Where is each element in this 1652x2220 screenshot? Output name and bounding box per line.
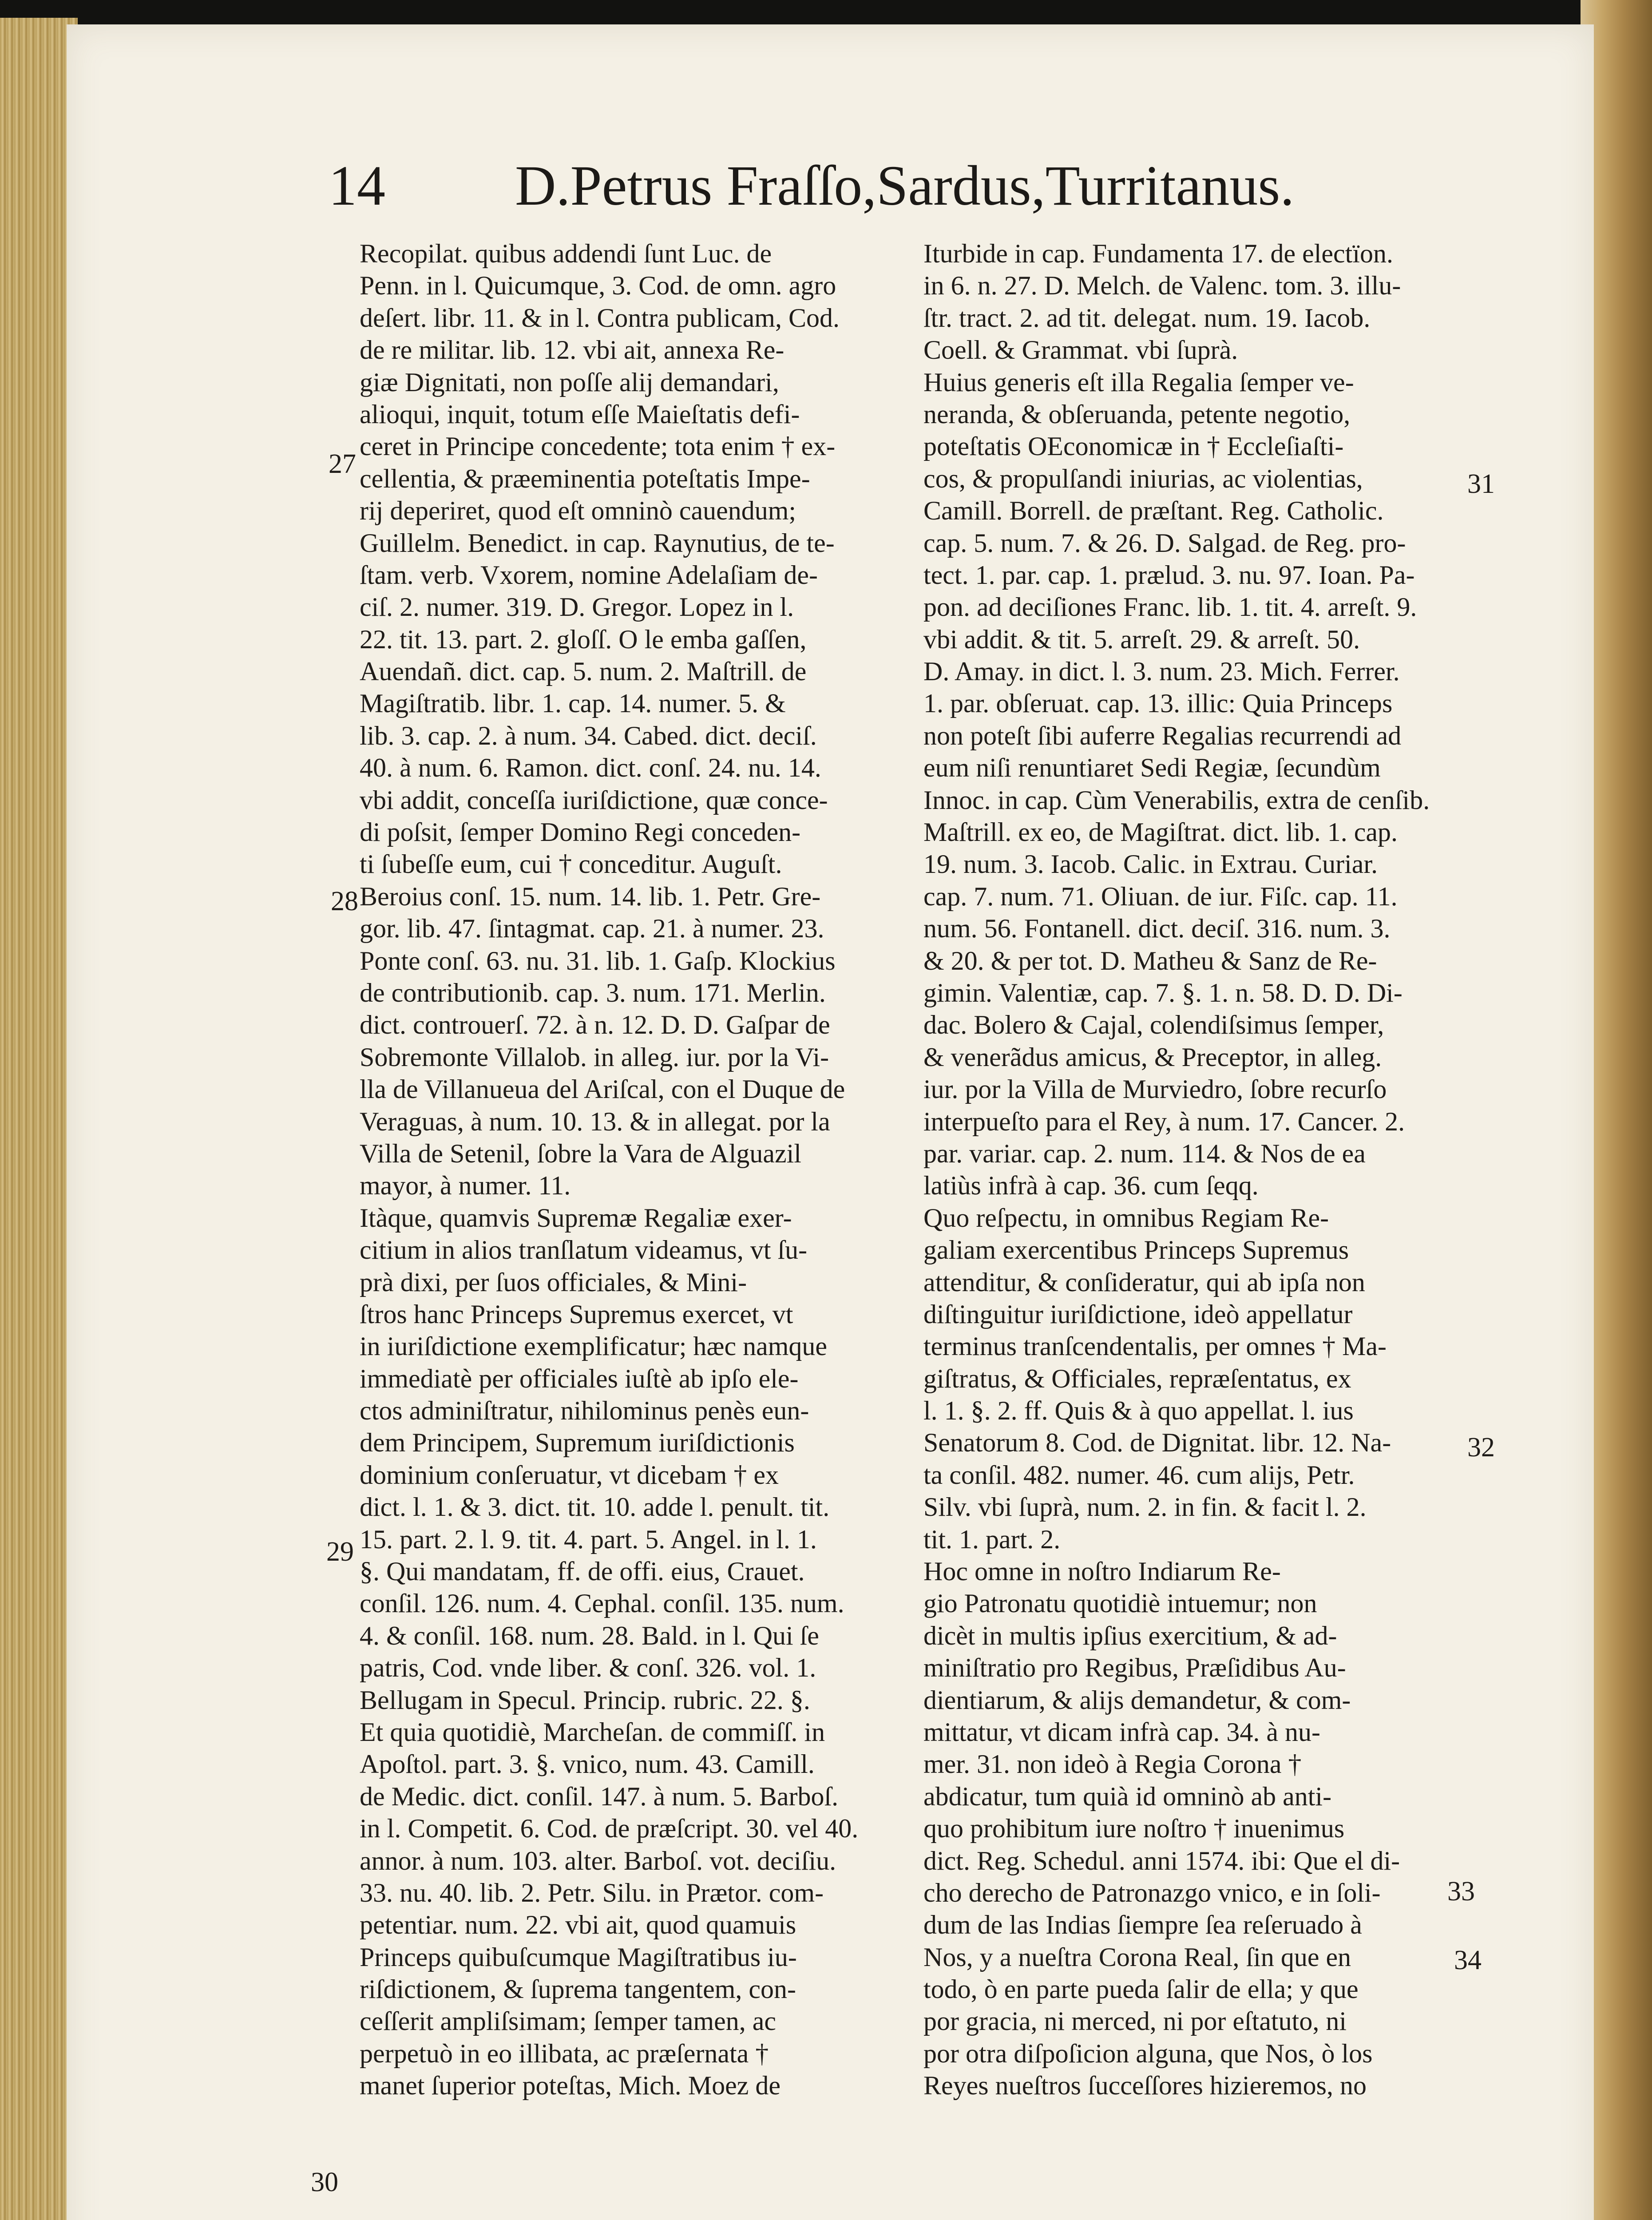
text-line: §. Qui mandatam, ff. de offi. eius, Crauet. — [360, 1557, 805, 1586]
text-line: par. variar. cap. 2. num. 114. & Nos de ea — [923, 1138, 1366, 1168]
text-line: Coell. & Grammat. vbi ſuprà. — [923, 335, 1238, 365]
text-line: Apoſtol. part. 3. §. vnico, num. 43. Camill. — [360, 1749, 815, 1779]
text-line: ſtam. verb. Vxorem, nomine Adelaſiam de- — [360, 560, 818, 590]
text-line: Nos, y a nueſtra Corona Real, ſin que en — [923, 1942, 1351, 1972]
text-line: patris, Cod. vnde liber. & conſ. 326. vol. 1. — [360, 1653, 816, 1683]
text-line: dicèt in multis ipſius exercitium, & ad- — [923, 1621, 1337, 1650]
text-line: Princeps quibuſcumque Magiſtratibus iu- — [360, 1942, 797, 1972]
text-line: por gracia, ni merced, ni por eſtatuto, ni — [923, 2006, 1347, 2036]
text-line: giæ Dignitati, non poſſe alij demandari, — [360, 367, 779, 397]
text-line: & venerãdus amicus, & Preceptor, in alleg. — [923, 1042, 1382, 1072]
text-line: de Medic. dict. conſil. 147. à num. 5. Barboſ. — [360, 1781, 839, 1811]
text-line: Guillelm. Benedict. in cap. Raynutius, de te- — [360, 528, 835, 558]
text-line: cos, & propulſandi iniurias, ac violentias, — [923, 464, 1363, 493]
text-line: quo prohibitum iure noſtro † inuenimus — [923, 1814, 1345, 1843]
text-line: petentiar. num. 22. vbi ait, quod quamuis — [360, 1910, 796, 1940]
text-line: dac. Bolero & Cajal, colendiſsimus ſemper, — [923, 1010, 1384, 1040]
text-line: ta conſil. 482. numer. 46. cum alijs, Petr. — [923, 1460, 1355, 1490]
text-line: tect. 1. par. cap. 1. prælud. 3. nu. 97. Ioan. Pa- — [923, 560, 1415, 590]
page-stack-edge — [0, 18, 78, 2220]
text-line: de contributionib. cap. 3. num. 171. Merlin. — [360, 978, 826, 1007]
text-line: lib. 3. cap. 2. à num. 34. Cabed. dict. deciſ. — [360, 721, 817, 750]
scan-border-top — [0, 0, 1652, 24]
text-line: 4. & conſil. 168. num. 28. Bald. in l. Qui ſe — [360, 1621, 819, 1650]
text-line: 22. tit. 13. part. 2. gloſſ. O le emba gaſſen, — [360, 624, 807, 654]
running-title: D.Petrus Fraſſo,Sardus,Turritanus. — [515, 154, 1295, 217]
text-line: Recopilat. quibus addendi ſunt Luc. de — [360, 239, 772, 268]
text-line: Huius generis eſt illa Regalia ſemper ve- — [923, 367, 1354, 397]
text-line: non poteſt ſibi auferre Regalias recurrendi ad — [923, 721, 1402, 750]
text-line: D. Amay. in dict. l. 3. num. 23. Mich. Ferrer. — [923, 657, 1400, 686]
page-header — [329, 153, 1305, 242]
text-line: Silv. vbi ſuprà, num. 2. in fin. & facit l. 2. — [923, 1492, 1367, 1522]
text-line: Camill. Borrell. de præſtant. Reg. Catholic. — [923, 496, 1384, 526]
text-line: ctos adminiſtratur, nihilominus penès eun- — [360, 1396, 809, 1426]
text-line: tit. 1. part. 2. — [923, 1524, 1061, 1554]
text-line: 40. à num. 6. Ramon. dict. conſ. 24. nu. 14. — [360, 753, 821, 783]
text-line: ceret in Principe concedente; tota enim † ex- — [360, 432, 836, 461]
text-line: cap. 7. num. 71. Oliuan. de iur. Fiſc. cap. 11. — [923, 881, 1398, 911]
text-line: vbi addit, conceſſa iuriſdictione, quæ conce- — [360, 785, 828, 815]
text-line: alioqui, inquit, totum eſſe Maieſtatis defi- — [360, 399, 800, 429]
text-line: Innoc. in cap. Cùm Venerabilis, extra de cenſib. — [923, 785, 1430, 815]
text-line: perpetuò in eo illibata, ac præſernata † — [360, 2038, 769, 2068]
text-line: por otra diſpoſicion alguna, que Nos, ò los — [923, 2038, 1373, 2068]
text-line: citium in alios tranſlatum videamus, vt ſu- — [360, 1235, 808, 1265]
text-line: dict. controuerſ. 72. à n. 12. D. D. Gaſpar de — [360, 1010, 830, 1040]
text-line: lla de Villanueua del Ariſcal, con el Duque de — [360, 1074, 845, 1104]
text-line: poteſtatis OEconomicæ in † Eccleſiaſti- — [923, 432, 1344, 461]
text-line: in l. Competit. 6. Cod. de præſcript. 30. vel 40. — [360, 1814, 859, 1843]
text-line: prà dixi, per ſuos officiales, & Mini- — [360, 1267, 747, 1297]
text-line: rij deperiret, quod eſt omninò cauendum; — [360, 496, 796, 526]
margin-note-34: 34 — [1454, 1945, 1482, 1975]
margin-note-27: 27 — [329, 449, 356, 479]
text-line: cellentia, & præeminentia poteſtatis Impe- — [360, 464, 810, 493]
text-line: Magiſtratib. libr. 1. cap. 14. numer. 5. & — [360, 689, 786, 718]
text-line: Senatorum 8. Cod. de Dignitat. libr. 12. Na- — [923, 1428, 1391, 1458]
text-line: ciſ. 2. numer. 319. D. Gregor. Lopez in l. — [360, 592, 794, 622]
text-line: Maſtrill. ex eo, de Magiſtrat. dict. lib. 1. cap. — [923, 817, 1398, 847]
text-line: dominium conſeruatur, vt dicebam † ex — [360, 1460, 779, 1490]
text-line: dict. Reg. Schedul. anni 1574. ibi: Que el di- — [923, 1846, 1400, 1875]
text-line: Itàque, quamvis Supremæ Regaliæ exer- — [360, 1203, 792, 1233]
text-line: ſtr. tract. 2. ad tit. delegat. num. 19. Iacob. — [923, 303, 1371, 333]
text-line: & 20. & per tot. D. Matheu & Sanz de Re- — [923, 946, 1377, 975]
text-line: in iuriſdictione exemplificatur; hæc namque — [360, 1332, 828, 1361]
text-line: Et quia quotidiè, Marcheſan. de commiſſ. in — [360, 1717, 825, 1747]
text-line: Reyes nueſtros ſucceſſores hizieremos, no — [923, 2071, 1367, 2101]
text-line: gor. lib. 47. ſintagmat. cap. 21. à numer. 23. — [360, 914, 824, 944]
text-line: conſil. 126. num. 4. Cephal. conſil. 135. num. — [360, 1589, 844, 1618]
left-text-column — [360, 238, 930, 2102]
text-line: 33. nu. 40. lib. 2. Petr. Silu. in Prætor. com- — [360, 1878, 824, 1907]
margin-note-33: 33 — [1447, 1876, 1475, 1907]
page-number: 14 — [329, 154, 385, 217]
text-line: todo, ò en parte pueda ſalir de ella; y que — [923, 1974, 1359, 2004]
text-line: mittatur, vt dicam infrà cap. 34. à nu- — [923, 1717, 1320, 1747]
text-line: manet ſuperior poteſtas, Mich. Moez de — [360, 2071, 781, 2101]
text-line: 19. num. 3. Iacob. Calic. in Extrau. Curiar. — [923, 849, 1378, 879]
text-line: dict. l. 1. & 3. dict. tit. 10. adde l. penult. tit. — [360, 1492, 830, 1522]
right-text-column — [923, 238, 1494, 2102]
text-line: Ponte conſ. 63. nu. 31. lib. 1. Gaſp. Klockius — [360, 946, 836, 975]
text-line: Iturbide in cap. Fundamenta 17. de electïon. — [923, 239, 1393, 268]
text-line: latiùs infrà à cap. 36. cum ſeqq. — [923, 1171, 1259, 1201]
text-line: Sobremonte Villalob. in alleg. iur. por la Vi- — [360, 1042, 829, 1072]
text-line: Villa de Setenil, ſobre la Vara de Alguazil — [360, 1138, 801, 1168]
margin-note-32: 32 — [1467, 1432, 1495, 1463]
text-line: abdicatur, tum quià id omninò ab anti- — [923, 1781, 1332, 1811]
text-line: l. 1. §. 2. ff. Quis & à quo appellat. l. ius — [923, 1396, 1354, 1426]
text-line: mayor, à numer. 11. — [360, 1171, 571, 1201]
text-line: diſtinguitur iuriſdictione, ideò appellatur — [923, 1299, 1353, 1329]
text-line: Hoc omne in noſtro Indiarum Re- — [923, 1557, 1281, 1586]
text-line: dum de las Indias ſiempre ſea reſeruado à — [923, 1910, 1362, 1940]
margin-note-28: 28 — [331, 886, 358, 916]
text-line: riſdictionem, & ſuprema tangentem, con- — [360, 1974, 796, 2004]
text-line: terminus tranſcendentalis, per omnes † Ma- — [923, 1332, 1387, 1361]
margin-note-31: 31 — [1467, 469, 1495, 499]
text-line: Auendañ. dict. cap. 5. num. 2. Maſtrill. de — [360, 657, 807, 686]
text-line: Quo reſpectu, in omnibus Regiam Re- — [923, 1203, 1329, 1233]
text-line: ti ſubeſſe eum, cui † conceditur. Auguſt. — [360, 849, 782, 879]
text-line: num. 56. Fontanell. dict. deciſ. 316. num. 3. — [923, 914, 1391, 944]
margin-note-29: 29 — [326, 1537, 354, 1567]
text-line: gio Patronatu quotidiè intuemur; non — [923, 1589, 1317, 1618]
text-line: Bellugam in Specul. Princip. rubric. 22. §. — [360, 1685, 810, 1715]
text-line: ceſſerit ampliſsimam; ſemper tamen, ac — [360, 2006, 776, 2036]
text-line: miniſtratio pro Regibus, Præſidibus Au- — [923, 1653, 1346, 1683]
text-line: iur. por la Villa de Murviedro, ſobre recurſo — [923, 1074, 1387, 1104]
text-line: 15. part. 2. l. 9. tit. 4. part. 5. Angel. in l. 1. — [360, 1524, 817, 1554]
text-line: annor. à num. 103. alter. Barboſ. vot. deciſiu. — [360, 1846, 836, 1875]
text-line: Veraguas, à num. 10. 13. & in allegat. por la — [360, 1106, 830, 1136]
text-line: dem Principem, Supremum iuriſdictionis — [360, 1428, 795, 1458]
text-line: cho derecho de Patronazgo vnico, e in ſoli- — [923, 1878, 1381, 1907]
text-line: Beroius conſ. 15. num. 14. lib. 1. Petr. Gre- — [360, 881, 821, 911]
text-line: giſtratus, & Officiales, repræſentatus, ex — [923, 1364, 1351, 1393]
text-line: eum niſi renuntiaret Sedi Regiæ, ſecundùm — [923, 753, 1381, 783]
text-line: dientiarum, & alijs demandetur, & com- — [923, 1685, 1351, 1715]
text-line: vbi addit. & tit. 5. arreſt. 29. & arreſt. 50. — [923, 624, 1360, 654]
text-line: pon. ad deciſiones Franc. lib. 1. tit. 4. arreſt. 9. — [923, 592, 1417, 622]
text-line: deſert. libr. 11. & in l. Contra publicam, Cod. — [360, 303, 840, 333]
text-line: 1. par. obſeruat. cap. 13. illic: Quia Princeps — [923, 689, 1393, 718]
text-line: di poſsit, ſemper Domino Regi conceden- — [360, 817, 801, 847]
text-line: attenditur, & conſideratur, qui ab ipſa non — [923, 1267, 1365, 1297]
text-line: Penn. in l. Quicumque, 3. Cod. de omn. agro — [360, 271, 836, 301]
text-line: cap. 5. num. 7. & 26. D. Salgad. de Reg. pro- — [923, 528, 1406, 558]
text-line: mer. 31. non ideò à Regia Corona † — [923, 1749, 1302, 1779]
text-line: immediatè per officiales iuſtè ab ipſo ele- — [360, 1364, 799, 1393]
margin-note-30: 30 — [311, 2167, 338, 2197]
text-line: interpueſto para el Rey, à num. 17. Cancer. 2. — [923, 1106, 1405, 1136]
text-line: in 6. n. 27. D. Melch. de Valenc. tom. 3. illu- — [923, 271, 1401, 301]
text-line: gimin. Valentiæ, cap. 7. §. 1. n. 58. D. D. Di- — [923, 978, 1402, 1007]
text-line: neranda, & obſeruanda, petente negotio, — [923, 399, 1351, 429]
text-line: de re militar. lib. 12. vbi ait, annexa Re- — [360, 335, 784, 365]
text-line: galiam exercentibus Princeps Supremus — [923, 1235, 1349, 1265]
text-line: ſtros hanc Princeps Supremus exercet, vt — [360, 1299, 793, 1329]
